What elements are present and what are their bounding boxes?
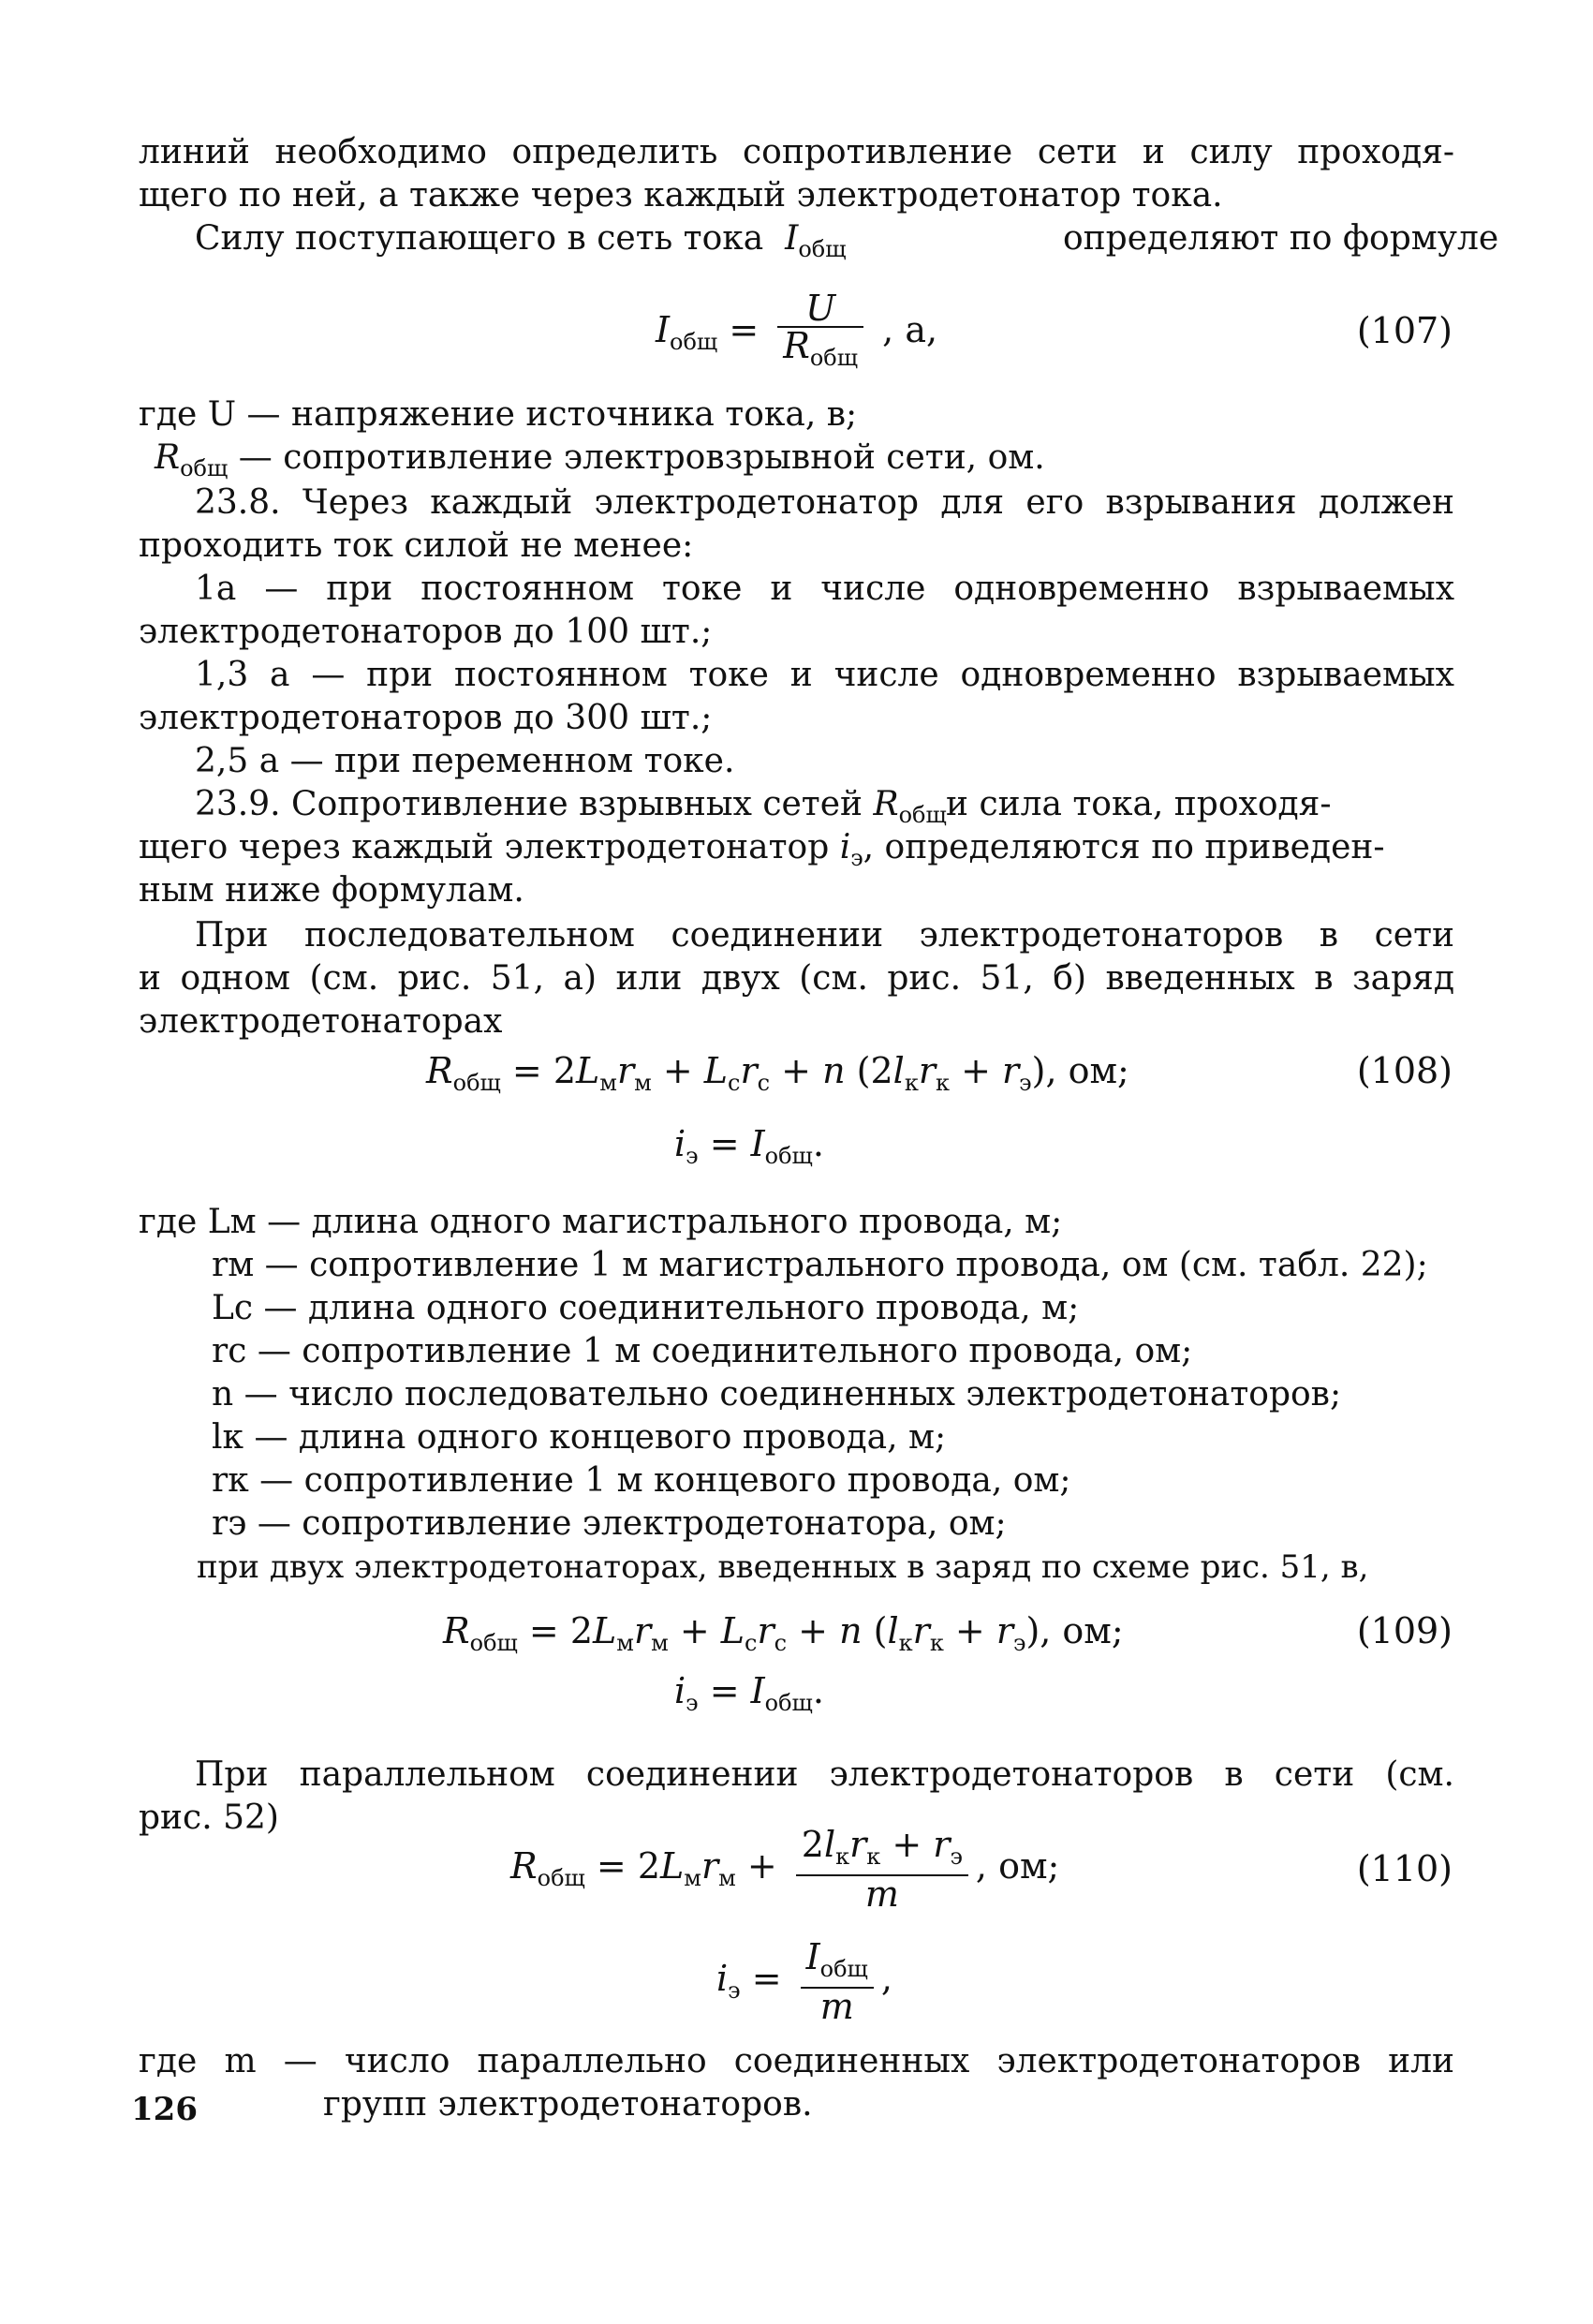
equation-number: (107) bbox=[1356, 310, 1453, 351]
equation-109b: $i_э = I_{общ}$. bbox=[674, 1670, 824, 1716]
definition-line: rм — сопротивление 1 м магистрального провода, ом (см. табл. 22); bbox=[212, 1246, 1428, 1284]
page-number: 126 bbox=[131, 2091, 198, 2128]
equation-number: (110) bbox=[1356, 1848, 1453, 1889]
text-line: Силу поступающего в сеть тока $I_{общ}$ bbox=[195, 219, 847, 262]
equation-107: $I_{общ}$ = $\frac{U}{R_{общ}}$ , а, bbox=[656, 288, 938, 371]
text-line: 1а — при постоянном токе и числе одновременно взрываемых bbox=[195, 570, 1454, 608]
text-line: 23.8. Через каждый электродетонатор для его взрывания должен bbox=[195, 483, 1454, 522]
equation-108b: $i_э = I_{общ}$. bbox=[674, 1123, 824, 1169]
text-line: 2,5 а — при переменном токе. bbox=[195, 742, 735, 780]
text-line: линий необходимо определить сопротивление сети и силу проходя- bbox=[139, 133, 1454, 171]
text-line: щего через каждый электродетонатор $i_э$, определяются по приведен- bbox=[139, 828, 1385, 871]
equation-number: (109) bbox=[1356, 1610, 1453, 1651]
text-line: определяют по формуле bbox=[1063, 219, 1499, 258]
equation-108: $R_{общ} = 2L_мr_м + L_сr_с + n$ $(2l_кr_к + r_э)$, ом; bbox=[426, 1050, 1129, 1096]
definition-line: rс — сопротивление 1 м соединительного провода, ом; bbox=[212, 1332, 1193, 1370]
definition-line: n — число последовательно соединенных электродетонаторов; bbox=[212, 1375, 1342, 1414]
text-line: групп электродетонаторов. bbox=[323, 2085, 813, 2124]
text-line: и сила тока, проходя- bbox=[946, 785, 1332, 823]
text-line: При параллельном соединении электродетонаторов в сети (см. bbox=[195, 1755, 1454, 1794]
definition-line: rк — сопротивление 1 м концевого провода, ом; bbox=[212, 1461, 1071, 1500]
definition-line: rэ — сопротивление электродетонатора, ом; bbox=[212, 1504, 1007, 1543]
text-line: ным ниже формулам. bbox=[139, 871, 524, 910]
text-line: при двух электродетонаторах, введенных в заряд по схеме рис. 51, в, bbox=[197, 1548, 1369, 1586]
text-line: 1,3 а — при постоянном токе и числе одновременно взрываемых bbox=[195, 656, 1454, 694]
text-line: и одном (см. рис. 51, а) или двух (см. рис. 51, б) введенных в заряд bbox=[139, 959, 1454, 998]
definition-line: где Lм — длина одного магистрального провода, м; bbox=[139, 1203, 1063, 1241]
equation-110b: $i_э$ = $\frac{I_{общ}}{m}$ , bbox=[716, 1936, 892, 2027]
text-line: где m — число параллельно соединенных электродетонаторов или bbox=[139, 2042, 1454, 2080]
equation-number: (108) bbox=[1356, 1050, 1453, 1091]
text-line: проходить ток силой не менее: bbox=[139, 526, 694, 565]
text-line: 23.9. Сопротивление взрывных сетей $R_{общ}$ bbox=[195, 785, 947, 828]
text-line: щего по ней, а также через каждый электродетонатор тока. bbox=[139, 176, 1223, 215]
definition-line: Lс — длина одного соединительного провода, м; bbox=[212, 1289, 1080, 1327]
definition-line: где U — напряжение источника тока, в; bbox=[139, 395, 858, 434]
definition-line: $R_{общ}$ — сопротивление электровзрывной сети, ом. bbox=[155, 438, 1045, 481]
definition-line: lк — длина одного концевого провода, м; bbox=[212, 1418, 947, 1457]
equation-109: $R_{общ} = 2L_мr_м + L_сr_с + n$ $(l_кr_к + r_э)$, ом; bbox=[443, 1610, 1124, 1656]
text-line: При последовательном соединении электродетонаторов в сети bbox=[195, 916, 1454, 955]
text-line: электродетонаторах bbox=[139, 1002, 503, 1041]
text-line: электродетонаторов до 300 шт.; bbox=[139, 699, 713, 737]
text-line: рис. 52) bbox=[139, 1799, 279, 1837]
equation-110: $R_{общ} = 2L_мr_м$ + $\frac{2l_кr_к + r_э}{m}$ , ом; bbox=[510, 1824, 1060, 1915]
text-line: электродетонаторов до 100 шт.; bbox=[139, 613, 713, 651]
